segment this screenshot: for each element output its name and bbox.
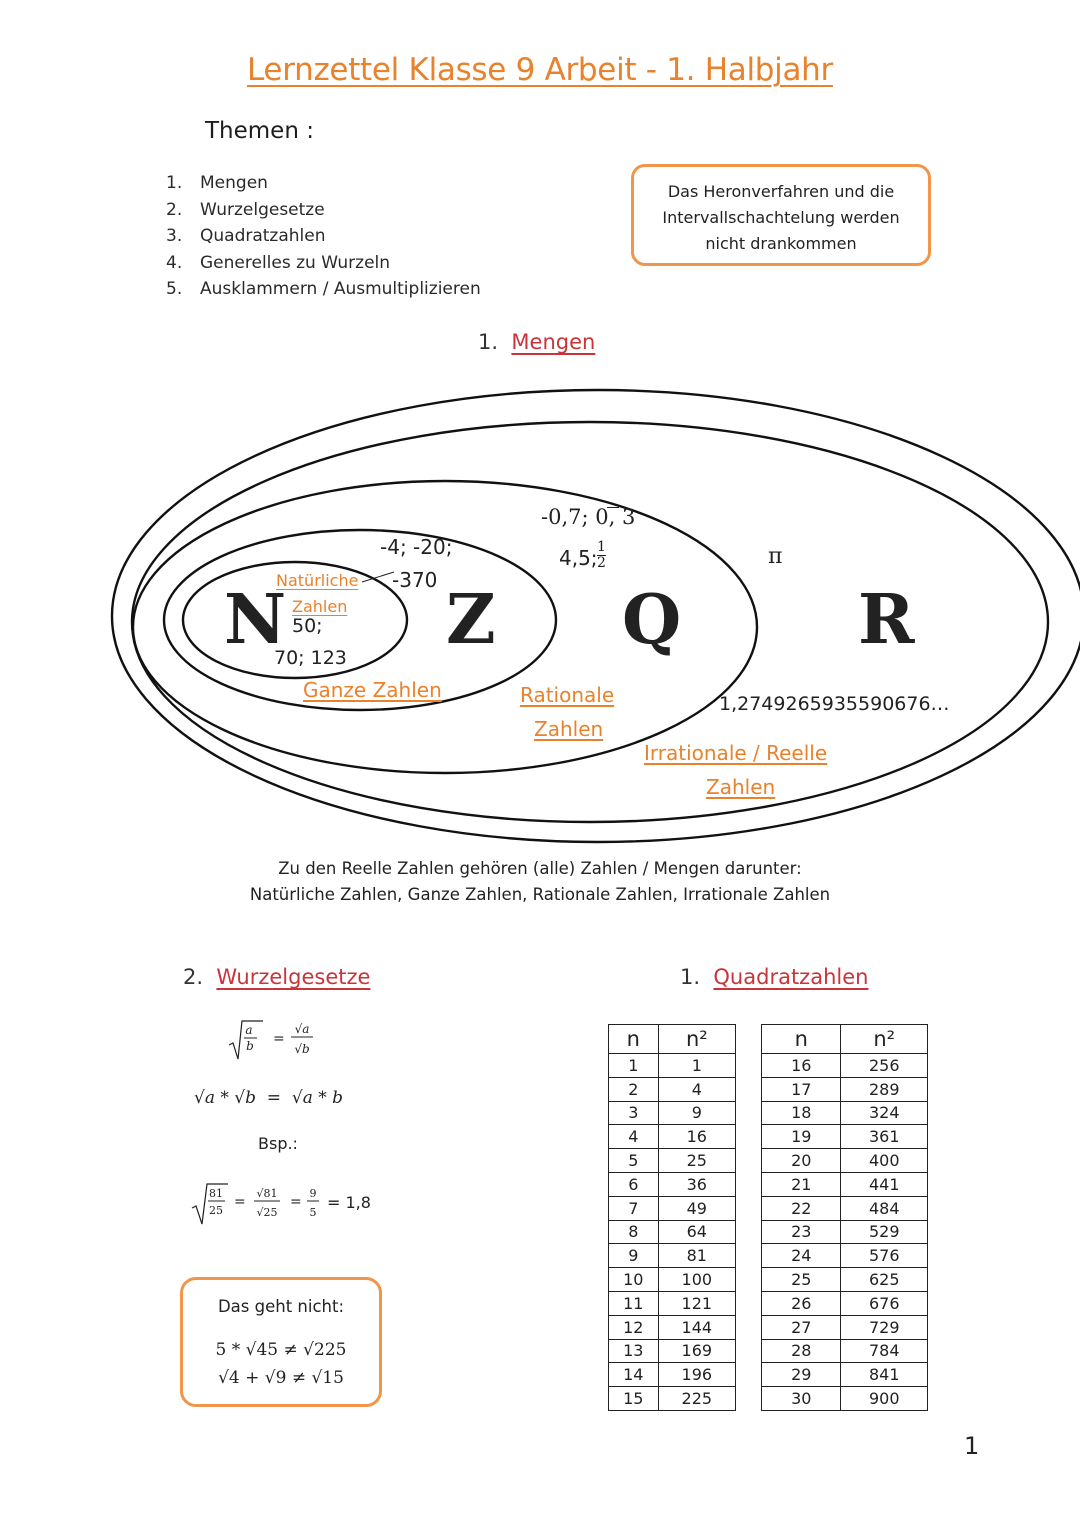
squares-table-left [608,1024,736,1411]
square-cell: 484 [841,1196,928,1220]
themen-heading: Themen : [205,118,314,144]
table-row [762,1220,928,1244]
section-heading-wurzelgesetze: 2. Wurzelgesetze [183,965,371,989]
svg-text:5: 5 [309,1206,317,1219]
square-cell: 1 [658,1054,735,1078]
q-example: 4,5; [559,546,598,570]
square-cell: 576 [841,1244,928,1268]
r-label: Irrationale / Reelle [644,741,828,765]
n-cell: 30 [762,1387,841,1411]
table-row [609,1339,736,1363]
n-label: Zahlen [292,597,348,616]
n-cell: 14 [609,1363,659,1387]
svg-text:= 1,8: = 1,8 [327,1193,371,1212]
n-example: 70; 123 [274,647,347,669]
table-row [609,1149,736,1173]
n-cell: 13 [609,1339,659,1363]
n-cell: 11 [609,1291,659,1315]
section-heading-mengen: 1. Mengen [478,330,596,354]
n-cell: 7 [609,1196,659,1220]
table-header-row [762,1025,928,1054]
z-example: -370 [392,568,438,592]
n-symbol: N [224,580,287,660]
svg-text:25: 25 [209,1204,223,1217]
square-cell: 361 [841,1125,928,1149]
svg-text:=: = [234,1194,246,1210]
svg-text:√a: √a [294,1022,310,1036]
square-cell: 400 [841,1149,928,1173]
q-label: Zahlen [534,717,604,741]
table-row [609,1054,736,1078]
square-cell: 36 [658,1172,735,1196]
square-cell: 9 [658,1101,735,1125]
svg-text:a: a [245,1023,253,1037]
column-header: n [609,1025,659,1054]
svg-text:b: b [246,1039,254,1053]
table-row [762,1291,928,1315]
n-cell: 17 [762,1077,841,1101]
diagram-caption: Zu den Reelle Zahlen gehören (alle) Zahlen / Mengen darunter: Natürliche Zahlen, Ganze Zahlen, Rationale Zahlen, Irrationale Zahlen [249,859,831,904]
r-label: Zahlen [706,775,776,799]
square-cell: 100 [658,1268,735,1292]
table-row [609,1101,736,1125]
square-cell: 25 [658,1149,735,1173]
square-cell: 676 [841,1291,928,1315]
svg-text:√25: √25 [256,1206,278,1219]
n-cell: 26 [762,1291,841,1315]
n-cell: 29 [762,1363,841,1387]
table-row [609,1220,736,1244]
n-example: 50; [292,615,323,637]
table-row [609,1196,736,1220]
n-cell: 1 [609,1054,659,1078]
svg-text:√81: √81 [256,1187,278,1200]
table-row [762,1077,928,1101]
square-cell: 169 [658,1339,735,1363]
table-row [609,1291,736,1315]
n-cell: 12 [609,1315,659,1339]
n-cell: 10 [609,1268,659,1292]
table-row [762,1363,928,1387]
root-product-rule: √a * √b = √a * b [194,1088,344,1108]
table-row [762,1244,928,1268]
square-cell: 841 [841,1363,928,1387]
square-cell: 529 [841,1220,928,1244]
svg-text:81: 81 [209,1187,223,1200]
n-cell: 24 [762,1244,841,1268]
square-cell: 225 [658,1387,735,1411]
example-label: Bsp.: [258,1134,298,1153]
root-quotient-rule [225,1015,325,1063]
square-cell: 784 [841,1339,928,1363]
svg-text:=: = [290,1194,302,1210]
column-header: n² [841,1025,928,1054]
table-row [762,1101,928,1125]
square-cell: 324 [841,1101,928,1125]
n-cell: 2 [609,1077,659,1101]
root-example [190,1178,380,1228]
n-label: Natürliche [276,571,359,590]
svg-text:=: = [273,1031,285,1047]
n-cell: 25 [762,1268,841,1292]
list-item: 2. Wurzelgesetze [166,199,325,220]
n-cell: 3 [609,1101,659,1125]
square-cell: 729 [841,1315,928,1339]
z-symbol: Z [446,580,496,660]
q-symbol: Q [622,580,682,660]
column-header: n [762,1025,841,1054]
table-row [762,1339,928,1363]
n-cell: 22 [762,1196,841,1220]
table-row [609,1077,736,1101]
n-cell: 21 [762,1172,841,1196]
z-example: -4; -20; [380,535,453,559]
table-row [762,1196,928,1220]
n-cell: 28 [762,1339,841,1363]
page-title: Lernzettel Klasse 9 Arbeit - 1. Halbjahr [247,52,833,88]
n-cell: 20 [762,1149,841,1173]
list-item: 4. Generelles zu Wurzeln [166,252,391,273]
square-cell: 196 [658,1363,735,1387]
svg-text:√b: √b [294,1042,310,1056]
table-row [762,1268,928,1292]
square-cell: 256 [841,1054,928,1078]
square-cell: 144 [658,1315,735,1339]
list-item: 3. Quadratzahlen [166,226,326,246]
irrational-example: 1,2749265935590676… [719,693,950,715]
n-cell: 18 [762,1101,841,1125]
table-row [609,1363,736,1387]
fraction-one-half: $\frac{1}{2}$ [597,539,606,571]
table-row [609,1268,736,1292]
pi-symbol: π [768,544,783,569]
table-row [762,1315,928,1339]
n-cell: 16 [762,1054,841,1078]
table-row [609,1125,736,1149]
q-example: -0,7; 0, 3 [541,505,636,529]
n-cell: 6 [609,1172,659,1196]
square-cell: 49 [658,1196,735,1220]
table-row [609,1172,736,1196]
table-row [762,1149,928,1173]
square-cell: 81 [658,1244,735,1268]
square-cell: 16 [658,1125,735,1149]
square-cell: 441 [841,1172,928,1196]
n-cell: 19 [762,1125,841,1149]
r-symbol: R [858,580,915,660]
z-label: Ganze Zahlen [303,678,442,702]
square-cell: 625 [841,1268,928,1292]
column-header: n² [658,1025,735,1054]
table-header-row [609,1025,736,1054]
q-label: Rationale [520,683,615,707]
note-box: Das Heronverfahren und die Intervallschachtelung werden nicht drankommen [631,164,931,266]
table-row [609,1315,736,1339]
page-number: 1 [964,1432,980,1460]
n-cell: 8 [609,1220,659,1244]
square-cell: 4 [658,1077,735,1101]
n-cell: 15 [609,1387,659,1411]
table-row [609,1244,736,1268]
table-row [609,1387,736,1411]
square-cell: 289 [841,1077,928,1101]
warning-box: Das geht nicht: 5 * √45 ≠ √225 √4 + √9 ≠ √15 [180,1277,382,1407]
n-cell: 27 [762,1315,841,1339]
square-cell: 64 [658,1220,735,1244]
svg-text:9: 9 [309,1187,317,1200]
table-row [762,1172,928,1196]
table-row [762,1054,928,1078]
table-row [762,1125,928,1149]
squares-table-right [761,1024,928,1411]
n-cell: 5 [609,1149,659,1173]
table-row [762,1387,928,1411]
n-cell: 9 [609,1244,659,1268]
z-pointer-line [360,570,396,584]
n-cell: 4 [609,1125,659,1149]
n-cell: 23 [762,1220,841,1244]
section-heading-quadratzahlen: 1. Quadratzahlen [680,965,869,989]
repeating-bar [607,507,619,508]
square-cell: 900 [841,1387,928,1411]
list-item: 1. Mengen [166,173,268,193]
list-item: 5. Ausklammern / Ausmultiplizieren [166,279,481,299]
square-cell: 121 [658,1291,735,1315]
